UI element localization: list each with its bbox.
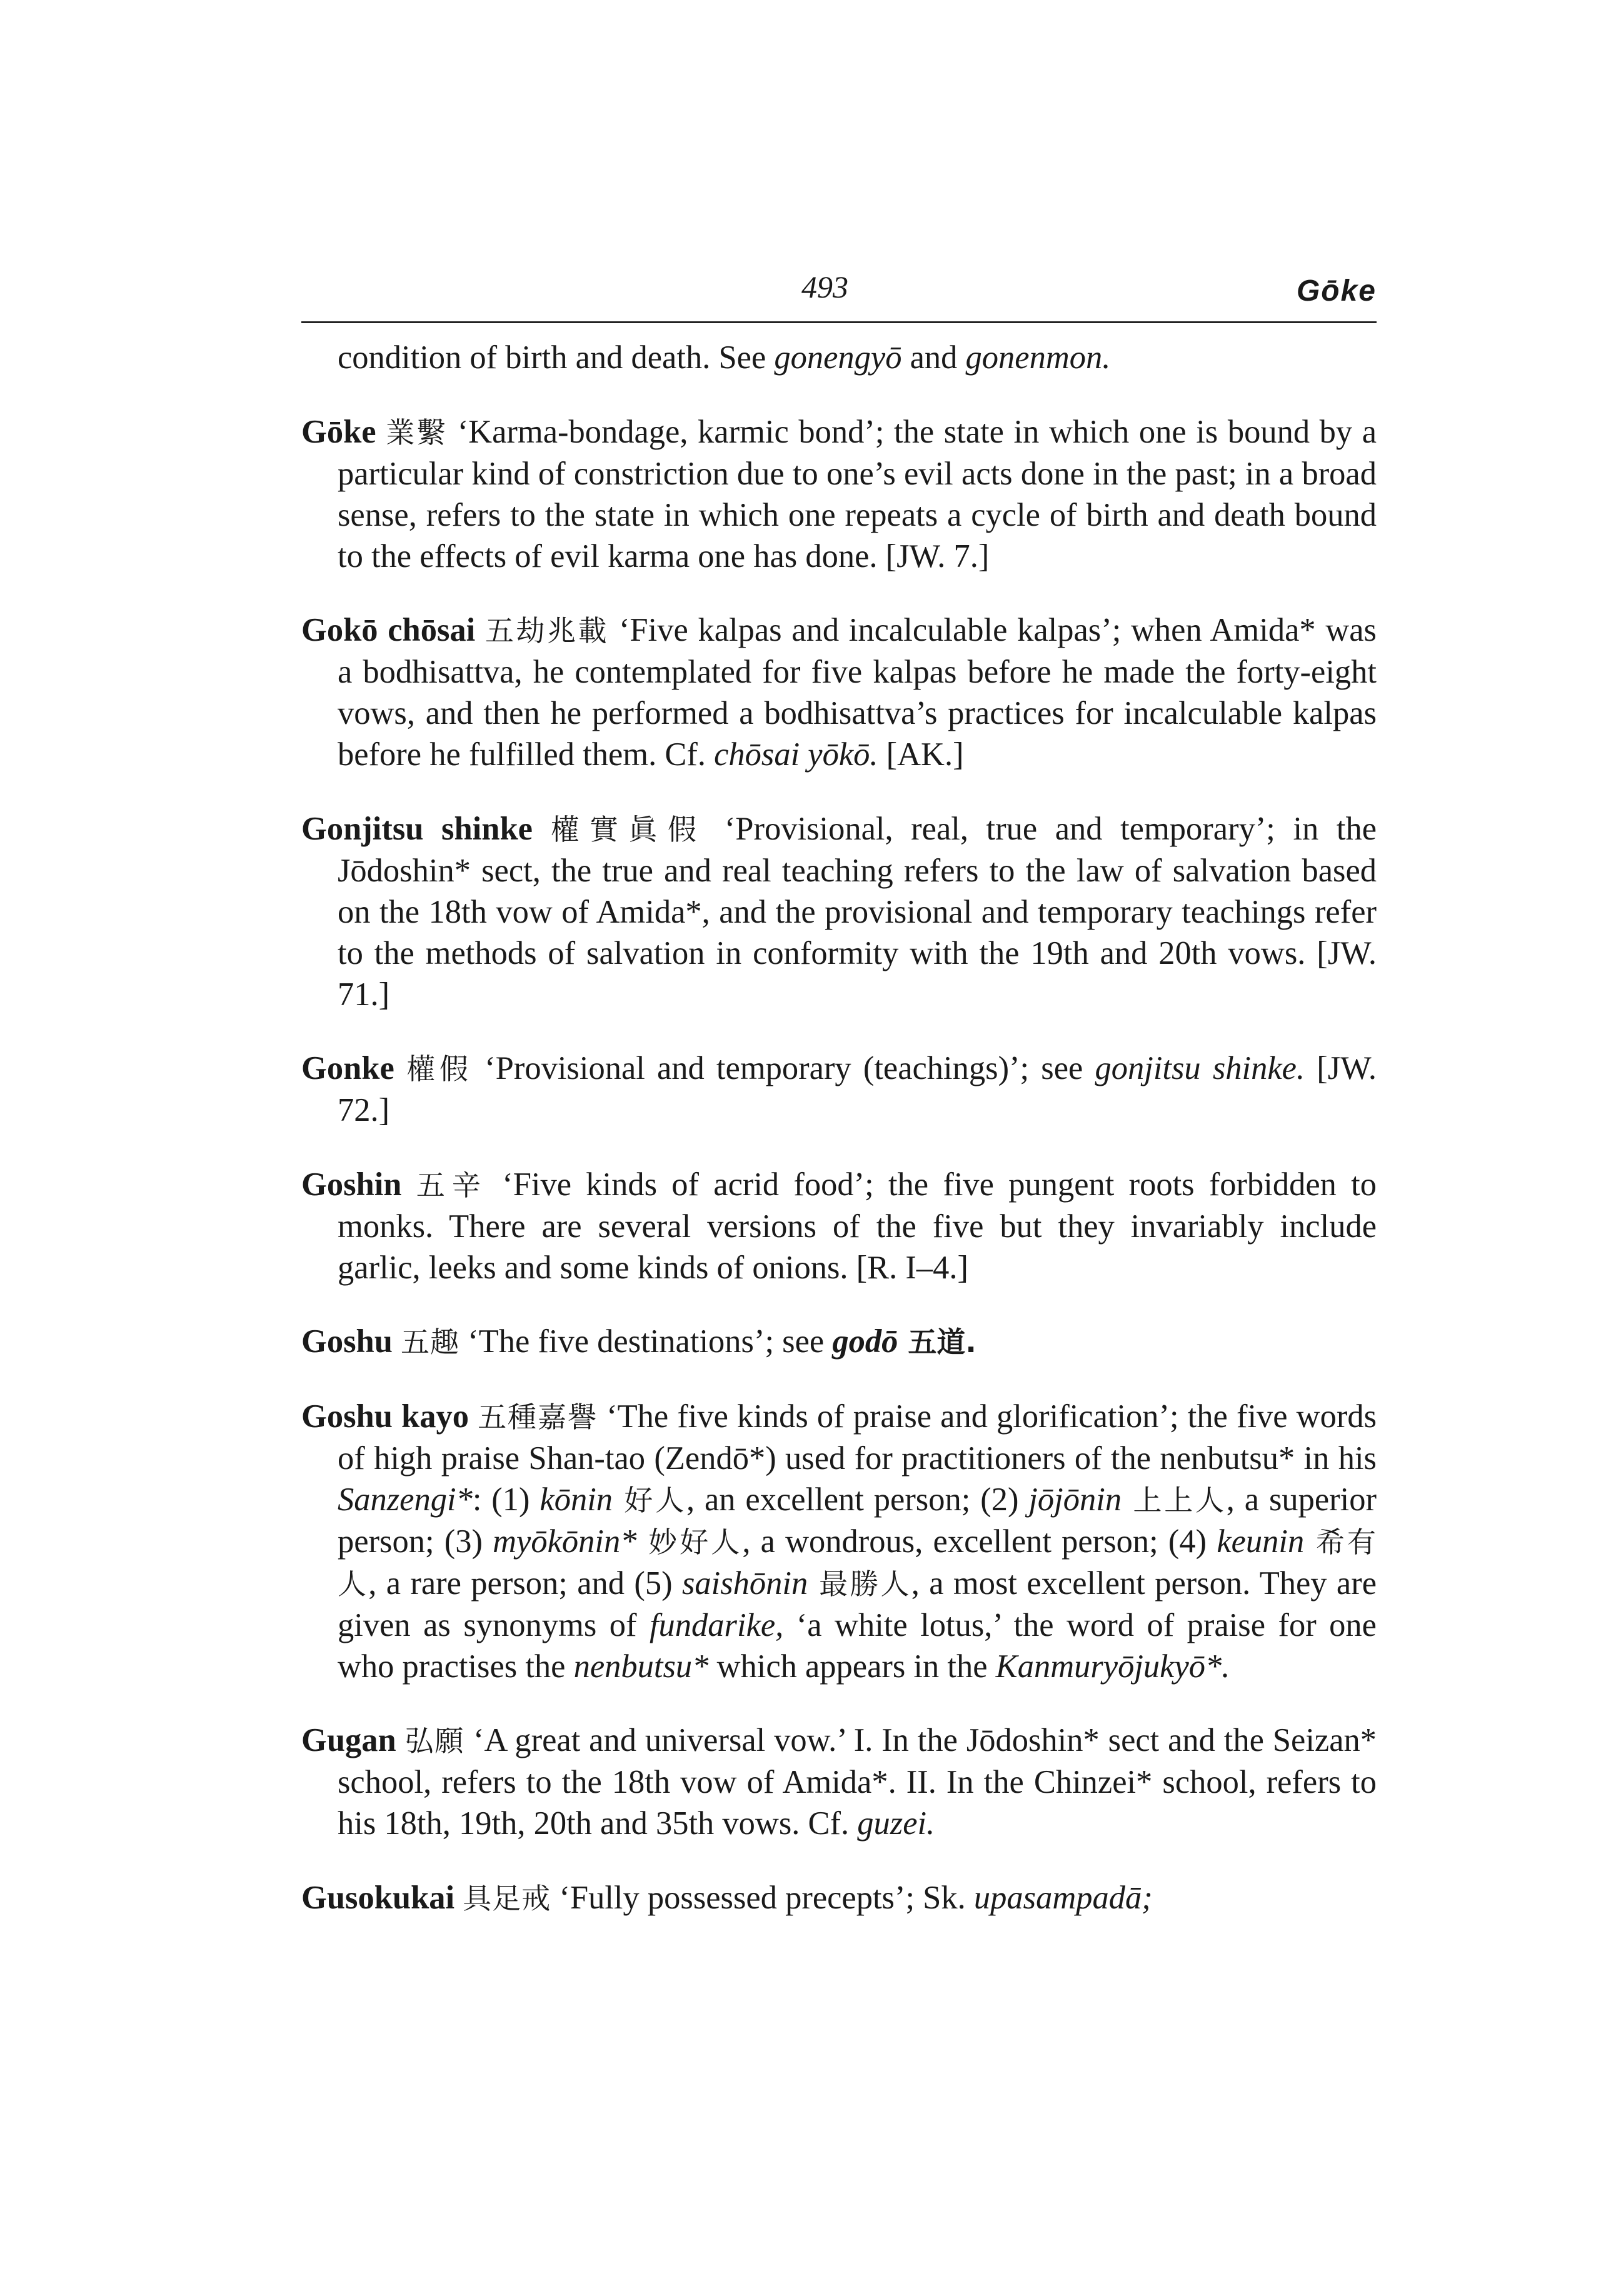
term: fundarike, [649,1607,784,1643]
cross-reference: gonengyō [774,339,902,376]
term-kanji: 妙好人 [636,1525,743,1559]
running-headword: Gōke [1296,274,1377,308]
work-title: Kanmuryōjukyō*. [995,1648,1230,1685]
term: saishōnin [681,1565,808,1602]
headword: Gonjitsu shinke [301,810,533,847]
term-kanji: 最勝人 [808,1567,911,1601]
headword-kanji: 五劫兆載 [484,614,610,648]
headword-kanji: 權實眞假 [550,812,707,846]
cross-reference: godō [832,1323,898,1360]
cross-reference-kanji: 五道. [898,1325,976,1359]
definition: ‘The five destinations’; see [459,1323,833,1360]
term: jōjōnin [1028,1481,1122,1518]
entry-goshu-kayo: Goshu kayo 五種嘉譽 ‘The five kinds of praise and glorification’; the five words of high praise Shan-tao (Zendō*) used for practitioners of the nenbutsu* in his Sanzengi*: (1) kōnin 好人, an excellent person; (2) jōjōnin 上上人, a superior person; (3) myōkōnin* 妙好人, a wondrous, excellent person; (4) keunin 希有人, a rare person; and (5) saishōnin 最勝人, a most excellent person. They are given as synonyms of fundarike, ‘a white lotus,’ the word of praise for one who practises the nenbutsu* which appears in the Kanmuryōjukyō*. [301,1398,1377,1685]
continuation-text: condition of birth and death. See gonengyō and gonenmon. [338,339,1111,376]
definition: ‘Provisional, real, true and temporary’; in the Jōdoshin* sect, the true and real teaching refers to the law of salvation based on the 18th vow of Amida*, and the provisional and temporary teachings refer to the methods of salvation in conformity with the 19th and 20th vows. [JW. 71.] [338,810,1377,1013]
term-kanji: 上上人 [1122,1483,1227,1517]
headword-kanji: 五趣 [401,1325,460,1359]
definition: ‘Provisional and temporary (teachings)’; see [473,1050,1095,1086]
entry-goshin [301,1164,1377,1288]
entry-goke [301,411,1377,577]
definition: ‘Fully possessed precepts’; Sk. [551,1879,974,1916]
cross-reference: gonenmon. [965,339,1111,376]
headword-kanji: 業繫 [386,415,448,449]
headword-kanji: 弘願 [404,1724,465,1758]
headword: Gusokukai [301,1879,455,1916]
headword-kanji: 五種嘉譽 [478,1400,598,1434]
headword: Goshin [301,1166,402,1203]
headword: Gōke [301,413,376,450]
headword: Gugan [301,1722,396,1758]
definition: ‘Five kalpas and incalculable kalpas’; when Amida* was a bodhisattva, he contemplated for five kalpas before he made the forty-eight vows, and then he performed a bodhisattva’s practices for incalculable kalpas before he fulfilled them. Cf. [338,612,1377,773]
definition: ‘A great and universal vow.’ I. In the Jōdoshin* sect and the Seizan* school, refers to the 18th vow of Amida*. II. In the Chinzei* school, refers to his 18th, 19th, 20th and 35th vows. Cf. [338,1722,1377,1842]
entries [301,337,1377,1919]
term: nenbutsu* [573,1648,709,1685]
definition: ‘Five kinds of acrid food’; the five pungent roots forbidden to monks. There are several versions of the five but they invariably include garlic, leeks and some kinds of onions. [R. I–4.] [338,1166,1377,1286]
headword: Goshu [301,1323,393,1360]
cross-reference: guzei. [857,1805,935,1842]
cross-reference: chōsai yōkō. [714,736,878,773]
page-body [301,269,1377,1932]
source-reference: [AK.] [878,736,964,773]
headword-kanji: 具足戒 [463,1881,551,1915]
headword: Gokō chōsai [301,612,476,648]
headword: Gonke [301,1050,394,1086]
source-reference: [JW. 72.] [338,1050,1377,1128]
entry-gonke [301,1048,1377,1131]
sanskrit-term: upasampadā; [973,1879,1153,1916]
work-title: Sanzengi* [338,1481,473,1518]
running-head [301,269,1377,319]
headword: Goshu kayo [301,1398,469,1435]
term: myōkōnin* [493,1523,637,1560]
entry-gusokukai [301,1877,1377,1919]
entry-goko-chosai [301,609,1377,775]
term-kanji: 希有人 [338,1525,1377,1601]
entry-gugan [301,1720,1377,1844]
page-number: 493 [801,269,848,304]
header-rule [301,321,1377,323]
headword-kanji: 權假 [406,1052,473,1086]
term: keunin [1217,1523,1305,1560]
term-kanji: 好人 [613,1483,686,1517]
headword-kanji: 五辛 [416,1168,488,1202]
entry-goshu [301,1321,1377,1363]
term: kōnin [540,1481,613,1518]
entry-gonjitsu-shinke [301,808,1377,1015]
definition: ‘Karma-bondage, karmic bond’; the state in which one is bound by a particular kind of constriction due to one’s evil acts done in the past; in a broad sense, refers to the state in which one repeats a cycle of birth and death bound to the effects of evil karma one has done. [JW. 7.] [338,413,1377,574]
cross-reference: gonjitsu shinke. [1095,1050,1305,1086]
